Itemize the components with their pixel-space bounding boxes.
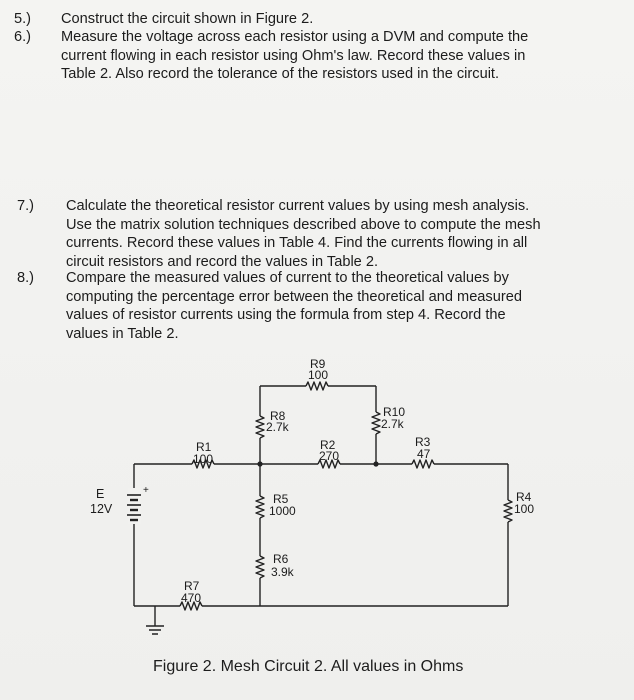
r7-name-label: R7 — [184, 579, 200, 593]
r5-name-label: R5 — [273, 492, 289, 506]
resistor-r9-zigzag — [306, 382, 328, 390]
r1-name-label: R1 — [196, 440, 212, 454]
r3-name-label: R3 — [415, 435, 431, 449]
r7-value-label: 470 — [181, 591, 202, 605]
battery-symbol — [127, 488, 141, 524]
r9-value-label: 100 — [308, 368, 329, 382]
r6-value-label: 3.9k — [271, 565, 294, 579]
r4-name-label: R4 — [516, 490, 532, 504]
r6-name-label: R6 — [273, 552, 289, 566]
step-8-line-2: computing the percentage error between the theoretical and measured — [66, 288, 522, 305]
step-5-line: Construct the circuit shown in Figure 2. — [61, 11, 314, 27]
r2-value-label: 270 — [319, 449, 340, 463]
resistor-r10-zigzag — [372, 412, 380, 434]
battery-plus-label: + — [143, 485, 149, 496]
step-8-line-4: values in Table 2. — [66, 325, 179, 342]
junction-dot-r10-r3 — [373, 461, 378, 466]
figure-caption: Figure 2. Mesh Circuit 2. All values in Ohms — [153, 658, 464, 675]
step-7-line-3: currents. Record these values in Table 4. Find the currents flowing in all — [66, 235, 528, 251]
step-number-6: 6.) — [14, 29, 32, 45]
r10-name-label: R10 — [383, 405, 406, 419]
r8-value-label: 2.7k — [266, 420, 289, 434]
r2-name-label: R2 — [320, 438, 336, 452]
step-7-line-4: circuit resistors and record the values in Table 2. — [66, 253, 379, 270]
resistor-r5-zigzag — [256, 496, 264, 518]
step-8-line-1: Compare the measured values of current to the theoretical values by — [66, 270, 509, 286]
step-number-7: 7.) — [17, 198, 35, 214]
battery-value-label: 12V — [90, 502, 113, 516]
step-number-8: 8.) — [17, 270, 35, 286]
r8-name-label: R8 — [270, 409, 286, 423]
r3-value-label: 47 — [417, 447, 431, 461]
battery-name-label: E — [96, 487, 105, 501]
r10-value-label: 2.7k — [381, 417, 404, 431]
step-6-line-3: Table 2. Also record the tolerance of the resistors used in the circuit. — [61, 66, 500, 82]
step-8-line-3: values of resistor currents using the formula from step 4. Record the — [66, 307, 506, 323]
r9-name-label: R9 — [310, 357, 326, 371]
resistor-r3-zigzag — [412, 460, 434, 468]
junction-dot-r8-r5 — [257, 461, 262, 466]
resistor-r4-zigzag — [504, 500, 512, 522]
step-7-line-1: Calculate the theoretical resistor current values by using mesh analysis. — [66, 198, 530, 214]
step-6-line-2: current flowing in each resistor using Ohm's law. Record these values in — [61, 47, 526, 64]
step-7-line-2: Use the matrix solution techniques described above to compute the mesh — [66, 216, 541, 233]
resistor-r8-zigzag — [256, 416, 264, 438]
step-number-5: 5.) — [14, 11, 32, 27]
r4-value-label: 100 — [514, 502, 535, 516]
ground-symbol — [146, 626, 164, 634]
step-6-line-1: Measure the voltage across each resistor using a DVM and compute the — [61, 29, 529, 45]
r5-value-label: 1000 — [269, 504, 296, 518]
r1-value-label: 100 — [193, 452, 214, 466]
resistor-r6-zigzag — [256, 556, 264, 578]
